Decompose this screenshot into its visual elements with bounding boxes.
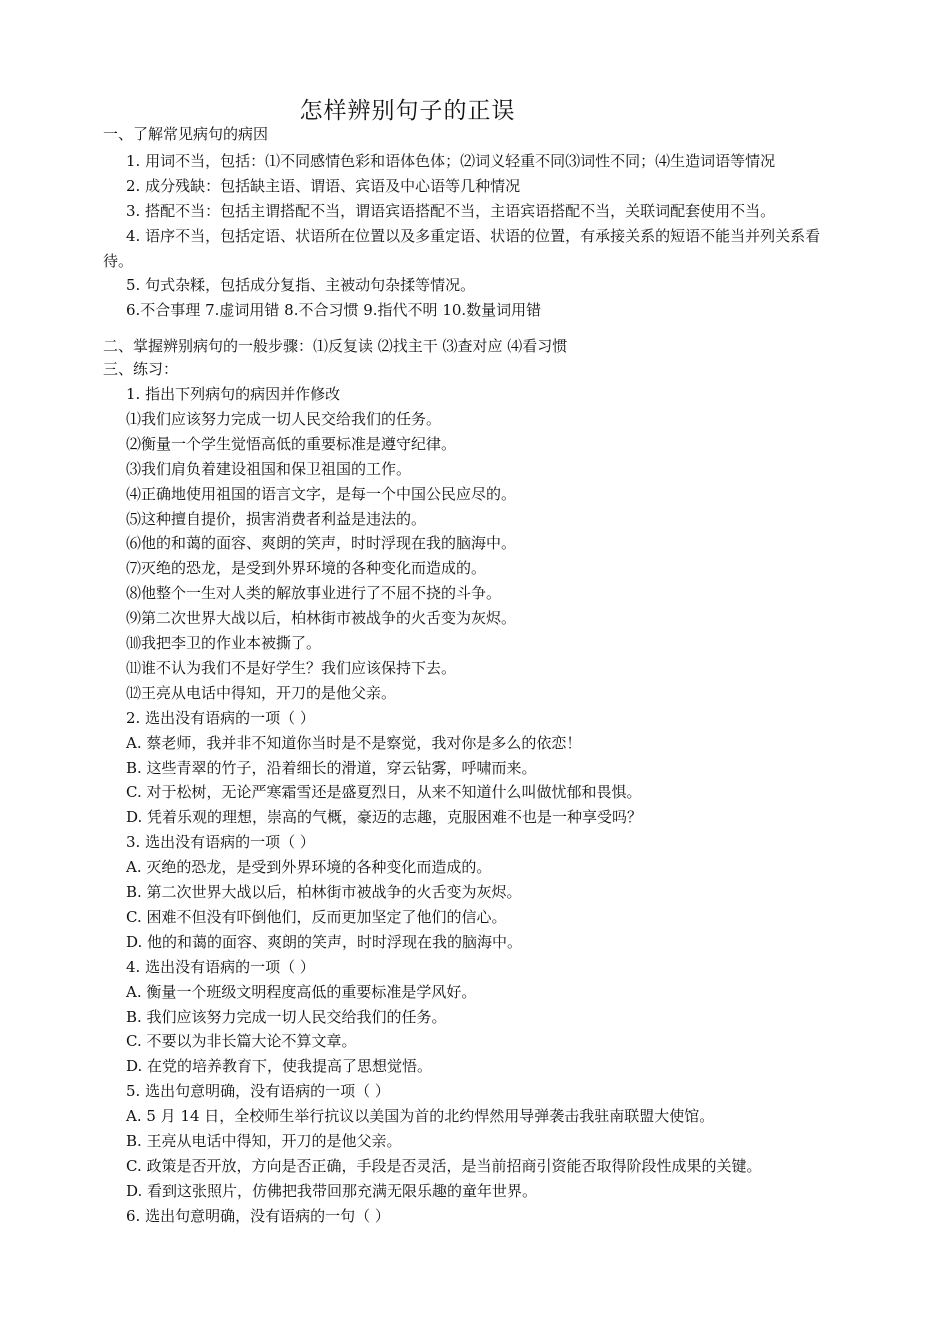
exercise-line: ⑻他整个一生对人类的解放事业进行了不屈不挠的斗争。 [126, 584, 502, 603]
exercise-line: ⑵衡量一个学生觉悟高低的重要标准是遵守纪律。 [126, 434, 457, 453]
exercise-line: 6. 选出句意明确，没有语病的一句（ ） [126, 1206, 390, 1225]
section-heading-3: 三、练习： [103, 360, 179, 378]
list-item: 3. 搭配不当：包括主谓搭配不当，谓语宾语搭配不当，主语宾语搭配不当，关联词配套使用不当。 [126, 202, 776, 220]
exercise-line: A. 5 月 14 日，全校师生举行抗议以美国为首的北约悍然用导弹袭击我驻南联盟大使馆。 [126, 1107, 715, 1126]
list-item: 4. 语序不当，包括定语、状语所在位置以及多重定语、状语的位置，有承接关系的短语不能当并列关系看待。 [103, 227, 821, 270]
exercise-line: A. 衡量一个班级文明程度高低的重要标准是学风好。 [126, 982, 477, 1001]
section-heading-1: 一、了解常见病句的病因 [103, 125, 269, 143]
list-item: 1. 用词不当，包括：⑴不同感情色彩和语体色体；⑵词义轻重不同⑶词性不同；⑷生造词语等情况 [126, 152, 776, 170]
exercise-line: ⑹他的和蔼的面容、爽朗的笑声，时时浮现在我的脑海中。 [126, 534, 517, 553]
exercise-line: 2. 选出没有语病的一项（ ） [126, 708, 315, 727]
exercise-line: C. 困难不但没有吓倒他们，反而更加坚定了他们的信心。 [126, 907, 507, 926]
exercise-line: B. 我们应该努力完成一切人民交给我们的任务。 [126, 1007, 447, 1026]
section-heading-2: 二、掌握辨别病句的一般步骤：⑴反复读 ⑵找主干 ⑶查对应 ⑷看习惯 [103, 337, 568, 355]
exercise-line: 3. 选出没有语病的一项（ ） [126, 833, 315, 852]
exercise-line: ⑽我把李卫的作业本被撕了。 [126, 634, 322, 652]
exercise-line: 5. 选出句意明确，没有语病的一项（ ） [126, 1082, 390, 1101]
exercise-line: D. 凭着乐观的理想，崇高的气概，豪迈的志趣，克服困难不也是一种享受吗？ [126, 808, 643, 827]
exercise-line: A. 蔡老师，我并非不知道你当时是不是察觉，我对你是多么的依恋！ [126, 733, 582, 752]
exercise-line: ⑿王亮从电话中得知，开刀的是他父亲。 [126, 683, 397, 702]
exercise-line: ⑶我们肩负着建设祖国和保卫祖国的工作。 [126, 459, 412, 478]
exercise-line: C. 政策是否开放，方向是否正确，手段是否灵活，是当前招商引资能否取得阶段性成果的关键。 [126, 1156, 762, 1175]
page-title: 怎样辨别句子的正误 [299, 98, 516, 124]
exercise-line: ⑺灭绝的恐龙，是受到外界环境的各种变化而造成的。 [126, 559, 487, 578]
exercise-line: A. 灭绝的恐龙，是受到外界环境的各种变化而造成的。 [126, 858, 492, 877]
exercise-line: B. 第二次世界大战以后，柏林街市被战争的火舌变为灰烬。 [126, 883, 522, 901]
exercise-line: C. 不要以为非长篇大论不算文章。 [126, 1032, 357, 1051]
exercise-line: ⑼第二次世界大战以后，柏林街市被战争的火舌变为灰烬。 [126, 609, 517, 628]
exercise-line: D. 他的和蔼的面容、爽朗的笑声，时时浮现在我的脑海中。 [126, 932, 523, 951]
exercise-line: ⑾谁不认为我们不是好学生？我们应该保持下去。 [126, 658, 457, 677]
exercise-line: 4. 选出没有语病的一项（ ） [126, 957, 315, 976]
exercise-line: C. 对于松树，无论严寒霜雪还是盛夏烈日，从来不知道什么叫做忧郁和畏惧。 [126, 783, 642, 802]
list-item: 6.不合事理 7.虚词用错 8.不合习惯 9.指代不明 10.数量词用错 [126, 301, 542, 319]
exercise-line: B. 王亮从电话中得知，开刀的是他父亲。 [126, 1132, 402, 1150]
exercise-line: ⑴我们应该努力完成一切人民交给我们的任务。 [126, 409, 442, 428]
exercise-line: B. 这些青翠的竹子，沿着细长的滑道，穿云钻雾，呼啸而来。 [126, 758, 537, 777]
list-item: 5. 句式杂糅，包括成分复指、主被动句杂揉等情况。 [126, 276, 476, 294]
exercise-line: D. 看到这张照片，仿佛把我带回那充满无限乐趣的童年世界。 [126, 1181, 538, 1200]
exercise-line: D. 在党的培养教育下，使我提高了思想觉悟。 [126, 1057, 433, 1076]
exercise-line: ⑸这种擅自提价，损害消费者利益是违法的。 [126, 509, 427, 528]
list-item: 2. 成分残缺：包括缺主语、谓语、宾语及中心语等几种情况 [126, 177, 521, 195]
exercise-line: 1. 指出下列病句的病因并作修改 [126, 385, 341, 403]
exercise-line: ⑷正确地使用祖国的语言文字，是每一个中国公民应尽的。 [126, 484, 517, 503]
